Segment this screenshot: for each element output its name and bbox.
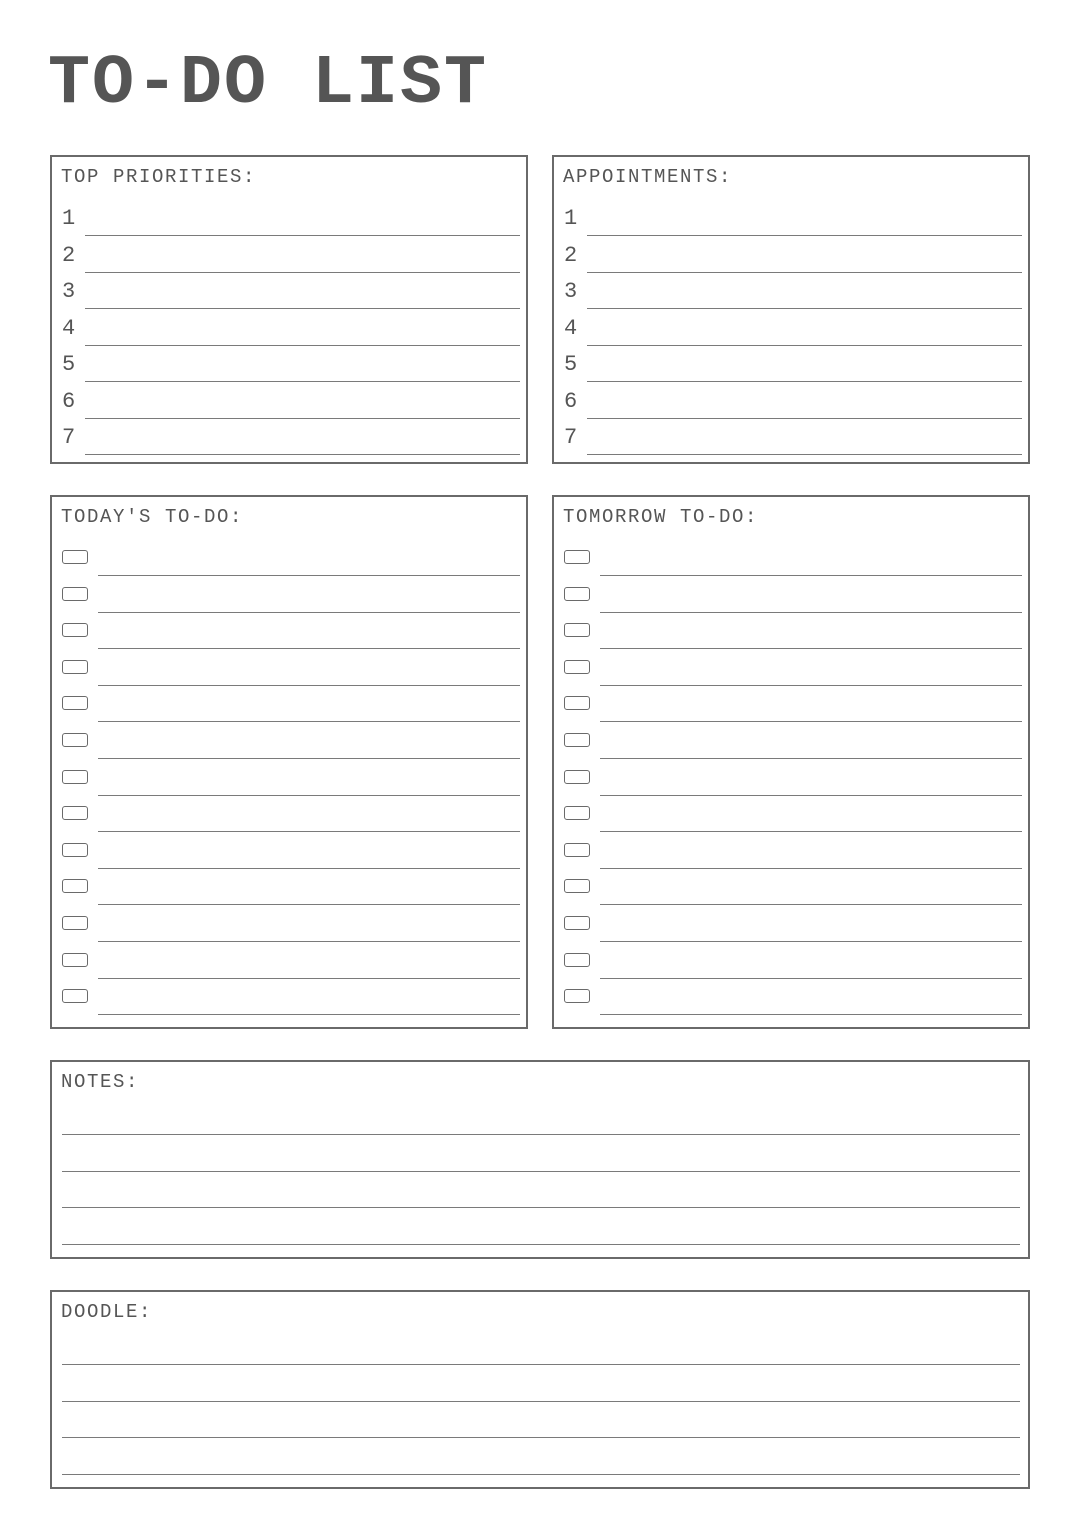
- today-todo-checkbox[interactable]: [62, 660, 88, 674]
- tomorrow-todo-checkbox[interactable]: [564, 733, 590, 747]
- appointments-label: APPOINTMENTS:: [563, 166, 733, 188]
- today-todo-task-line[interactable]: [98, 831, 520, 832]
- top-priorities-label: TOP PRIORITIES:: [61, 166, 257, 188]
- appointment-number: 1: [564, 206, 578, 231]
- tomorrow-todo-checkbox[interactable]: [564, 843, 590, 857]
- notes-label: NOTES:: [61, 1071, 140, 1093]
- tomorrow-todo-task-line[interactable]: [600, 648, 1022, 649]
- today-todo-checkbox[interactable]: [62, 696, 88, 710]
- tomorrow-todo-task-line[interactable]: [600, 978, 1022, 979]
- doodle-label: DOODLE:: [61, 1301, 153, 1323]
- tomorrow-todo-task-line[interactable]: [600, 831, 1022, 832]
- tomorrow-todo-task-line[interactable]: [600, 1014, 1022, 1015]
- today-todo-checkbox[interactable]: [62, 916, 88, 930]
- today-todo-task-line[interactable]: [98, 612, 520, 613]
- priority-number: 1: [62, 206, 76, 231]
- top-priorities-section: [50, 155, 528, 464]
- today-todo-task-line[interactable]: [98, 868, 520, 869]
- today-todo-task-line[interactable]: [98, 904, 520, 905]
- today-todo-task-line[interactable]: [98, 575, 520, 576]
- appointment-number: 7: [564, 425, 578, 450]
- notes-line[interactable]: [62, 1171, 1020, 1172]
- priority-entry-line[interactable]: [85, 272, 520, 273]
- doodle-line[interactable]: [62, 1401, 1020, 1402]
- tomorrow-todo-task-line[interactable]: [600, 795, 1022, 796]
- appointment-entry-line[interactable]: [587, 454, 1022, 455]
- doodle-line[interactable]: [62, 1437, 1020, 1438]
- tomorrow-todo-checkbox[interactable]: [564, 879, 590, 893]
- priority-number: 4: [62, 315, 76, 341]
- tomorrow-todo-task-line[interactable]: [600, 612, 1022, 613]
- doodle-section: [50, 1290, 1030, 1489]
- appointment-entry-line[interactable]: [587, 418, 1022, 419]
- tomorrow-todo-checkbox[interactable]: [564, 587, 590, 601]
- tomorrow-todo-task-line[interactable]: [600, 721, 1022, 722]
- tomorrow-todo-checkbox[interactable]: [564, 806, 590, 820]
- today-todo-checkbox[interactable]: [62, 550, 88, 564]
- today-todo-task-line[interactable]: [98, 758, 520, 759]
- tomorrow-todo-task-line[interactable]: [600, 685, 1022, 686]
- tomorrow-todo-checkbox[interactable]: [564, 660, 590, 674]
- todays-todo-label: TODAY'S TO-DO:: [61, 506, 244, 528]
- page-title: TO-DO LIST: [48, 45, 489, 124]
- today-todo-checkbox[interactable]: [62, 879, 88, 893]
- tomorrow-todo-label: TOMORROW TO-DO:: [563, 506, 759, 528]
- priority-entry-line[interactable]: [85, 454, 520, 455]
- priority-entry-line[interactable]: [85, 308, 520, 309]
- priority-entry-line[interactable]: [85, 418, 520, 419]
- priority-entry-line[interactable]: [85, 345, 520, 346]
- notes-line[interactable]: [62, 1244, 1020, 1245]
- today-todo-task-line[interactable]: [98, 978, 520, 979]
- todays-todo-section: [50, 495, 528, 1029]
- today-todo-task-line[interactable]: [98, 685, 520, 686]
- tomorrow-todo-checkbox[interactable]: [564, 696, 590, 710]
- priority-entry-line[interactable]: [85, 381, 520, 382]
- tomorrow-todo-checkbox[interactable]: [564, 770, 590, 784]
- appointment-number: 4: [564, 315, 578, 341]
- tomorrow-todo-checkbox[interactable]: [564, 989, 590, 1003]
- priority-entry-line[interactable]: [85, 235, 520, 236]
- appointment-entry-line[interactable]: [587, 381, 1022, 382]
- tomorrow-todo-checkbox[interactable]: [564, 953, 590, 967]
- today-todo-task-line[interactable]: [98, 721, 520, 722]
- today-todo-task-line[interactable]: [98, 941, 520, 942]
- priority-number: 2: [62, 242, 76, 268]
- notes-section: [50, 1060, 1030, 1259]
- appointment-entry-line[interactable]: [587, 345, 1022, 346]
- appointment-number: 3: [564, 279, 578, 304]
- notes-line[interactable]: [62, 1207, 1020, 1208]
- today-todo-checkbox[interactable]: [62, 806, 88, 820]
- tomorrow-todo-checkbox[interactable]: [564, 916, 590, 930]
- today-todo-checkbox[interactable]: [62, 770, 88, 784]
- today-todo-checkbox[interactable]: [62, 989, 88, 1003]
- tomorrow-todo-checkbox[interactable]: [564, 623, 590, 637]
- tomorrow-todo-section: [552, 495, 1030, 1029]
- tomorrow-todo-task-line[interactable]: [600, 758, 1022, 759]
- doodle-line[interactable]: [62, 1364, 1020, 1365]
- today-todo-checkbox[interactable]: [62, 733, 88, 747]
- today-todo-checkbox[interactable]: [62, 953, 88, 967]
- tomorrow-todo-task-line[interactable]: [600, 575, 1022, 576]
- today-todo-checkbox[interactable]: [62, 843, 88, 857]
- appointment-entry-line[interactable]: [587, 235, 1022, 236]
- tomorrow-todo-task-line[interactable]: [600, 868, 1022, 869]
- notes-line[interactable]: [62, 1134, 1020, 1135]
- priority-number: 5: [62, 352, 76, 377]
- today-todo-task-line[interactable]: [98, 648, 520, 649]
- appointment-number: 6: [564, 388, 578, 414]
- appointment-entry-line[interactable]: [587, 272, 1022, 273]
- today-todo-task-line[interactable]: [98, 795, 520, 796]
- priority-number: 6: [62, 388, 76, 414]
- tomorrow-todo-task-line[interactable]: [600, 941, 1022, 942]
- today-todo-checkbox[interactable]: [62, 623, 88, 637]
- appointment-number: 5: [564, 352, 578, 377]
- priority-number: 7: [62, 425, 76, 450]
- tomorrow-todo-task-line[interactable]: [600, 904, 1022, 905]
- appointments-section: [552, 155, 1030, 464]
- today-todo-checkbox[interactable]: [62, 587, 88, 601]
- doodle-line[interactable]: [62, 1474, 1020, 1475]
- appointment-entry-line[interactable]: [587, 308, 1022, 309]
- priority-number: 3: [62, 279, 76, 304]
- today-todo-task-line[interactable]: [98, 1014, 520, 1015]
- appointment-number: 2: [564, 242, 578, 268]
- tomorrow-todo-checkbox[interactable]: [564, 550, 590, 564]
